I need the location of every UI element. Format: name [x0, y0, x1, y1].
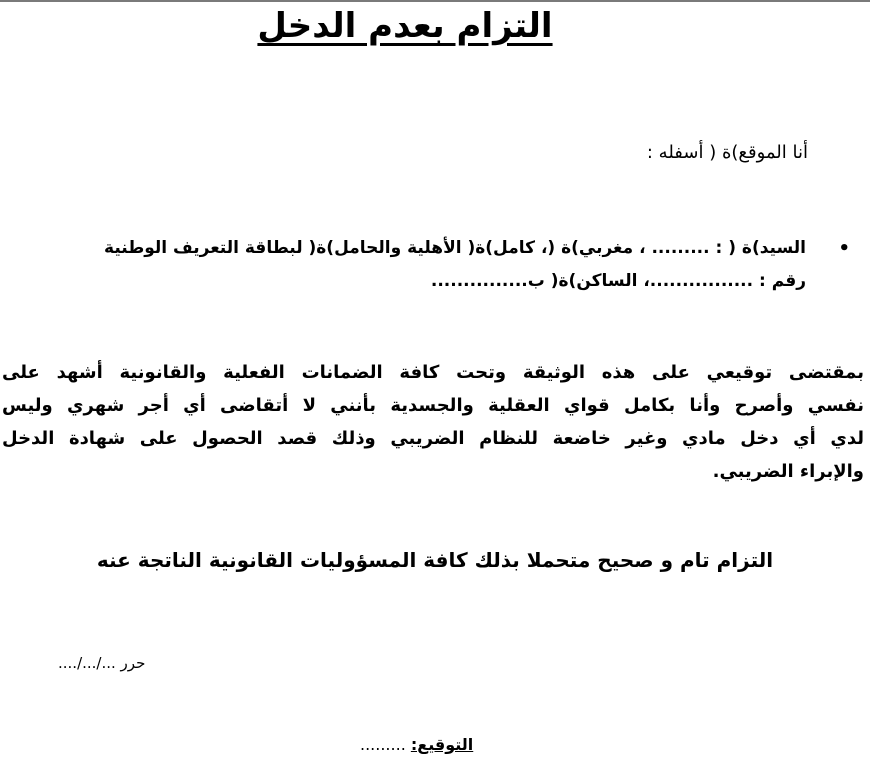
- top-border: [0, 0, 870, 2]
- declaration-line: لدي أي دخل مادي وغير خاضعة للنظام الضريبي وذلك قصد الحصول على شهادة الدخل: [2, 428, 864, 449]
- declaration-line: والإبراء الضريبي.: [712, 461, 864, 482]
- date-line: حرر .../.../....: [58, 654, 146, 672]
- document-title: التزام بعدم الدخل: [257, 6, 553, 46]
- declaration-line: بمقتضى توقيعي على هذه الوثيقة وتحت كافة الضمانات الفعلية والقانونية أشهد على: [2, 362, 864, 383]
- declaration-paragraph: [2, 356, 864, 488]
- signature-value: .........: [360, 735, 411, 754]
- bullet-icon: •: [838, 238, 850, 259]
- person-line-2: رقم : ................، الساكن)ة( ب...............: [430, 271, 806, 291]
- signature-line: [360, 735, 473, 754]
- declaration-line: نفسي وأصرح وأنا بكامل قواي العقلية والجسدية بأنني لا أتقاضى أي أجر شهري وليس: [2, 395, 864, 416]
- intro-text: أنا الموقع)ة ( أسفله :: [646, 142, 808, 163]
- commitment-statement: التزام تام و صحيح متحملا بذلك كافة المسؤوليات القانونية الناتجة عنه: [96, 548, 774, 572]
- person-line-1: السيد)ة ( : ......... ، مغربي)ة (، كامل)ة( الأهلية والحامل)ة( لبطاقة التعريف الوطنية: [104, 238, 806, 258]
- signature-label: التوقيع:: [410, 735, 474, 754]
- person-details: [0, 232, 850, 298]
